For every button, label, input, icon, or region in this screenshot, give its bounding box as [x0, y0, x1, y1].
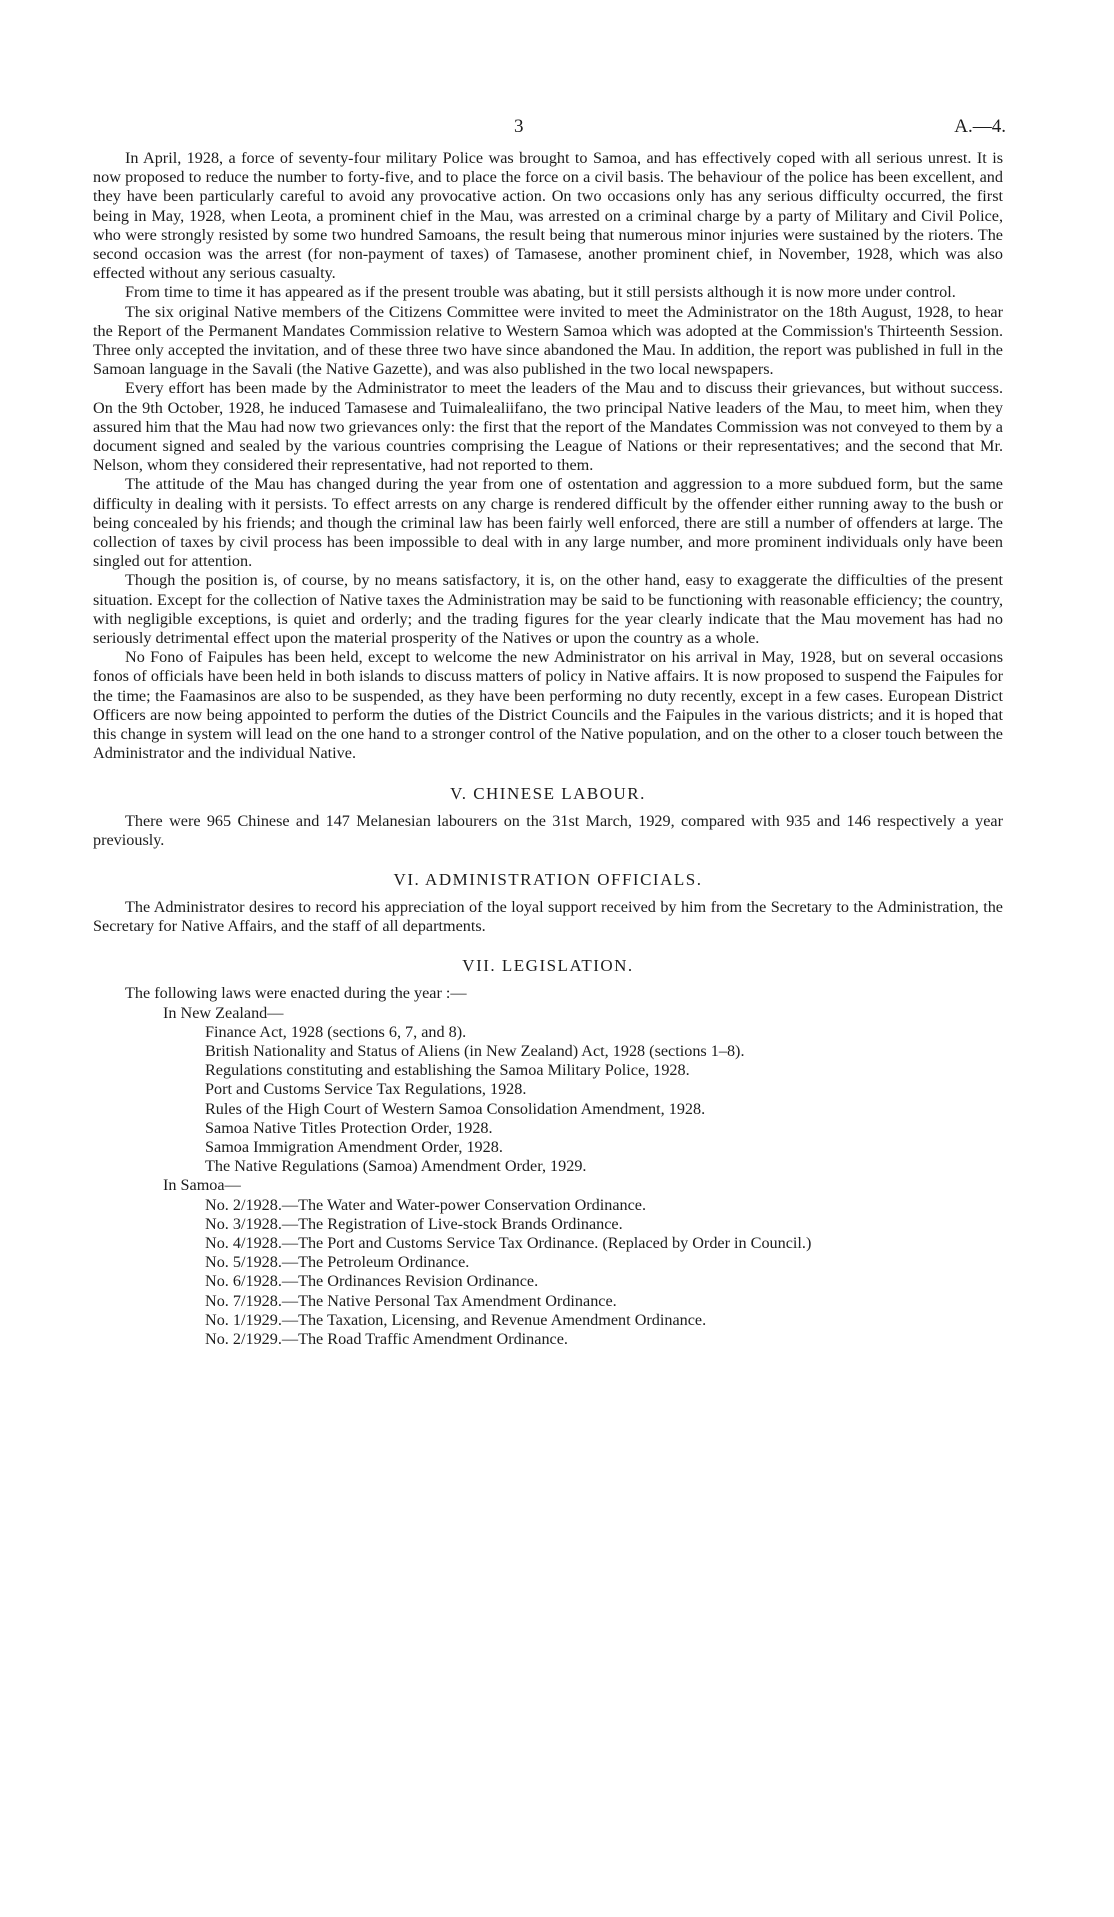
- samoa-ordinance-item: No. 2/1928.—The Water and Water-power Conservation Ordinance.: [205, 1195, 647, 1214]
- nz-law-item: Samoa Native Titles Protection Order, 1928.: [205, 1118, 493, 1137]
- paragraph-trouble-abating: From time to time it has appeared as if the present trouble was abating, but it still persists although it is now more under control.: [125, 283, 956, 302]
- samoa-ordinance-item: No. 6/1928.—The Ordinances Revision Ordinance.: [205, 1272, 539, 1291]
- paragraph-position: Though the position is, of course, by no means satisfactory, it is, on the other hand, easy to exaggerate the difficulties of the present situation. Except for the collection of Native taxes the Administration may be said to be functioning with reasonable efficiency; the country, with negligible exceptions, is quiet and orderly; and the trading figures for the year clearly indicate that the Mau movement has had no seriously detrimental effect upon the material prosperity of the Natives or upon the country as a whole.: [93, 571, 1003, 648]
- section-heading-legislation: VII. LEGISLATION.: [462, 956, 634, 976]
- paragraph-fono-faipules: No Fono of Faipules has been held, except to welcome the new Administrator on his arrival in May, 1928, but on several occasions fonos of officials have been held in both islands to discuss matters of policy in Native affairs. It is now proposed to suspend the Faipules for the time; the Faamasinos are also to be suspended, as they have been performing no duty recently, except in a few cases. European District Officers are now being appointed to perform the duties of the District Councils and the Faipules in the various districts; and it is hoped that this change in system will lead on the one hand to a stronger control of the Native population, and on the other to a closer touch between the Administrator and the individual Native.: [93, 648, 1003, 763]
- page-number: 3: [514, 116, 524, 137]
- nz-law-item: Rules of the High Court of Western Samoa Consolidation Amendment, 1928.: [205, 1099, 706, 1118]
- nz-law-item: Port and Customs Service Tax Regulations, 1928.: [205, 1080, 527, 1099]
- section-heading-chinese-labour: V. CHINESE LABOUR.: [450, 783, 646, 803]
- nz-law-item: British Nationality and Status of Aliens (in New Zealand) Act, 1928 (sections 1–8).: [205, 1041, 745, 1060]
- document-reference: A.—4.: [954, 116, 1006, 137]
- samoa-ordinance-item: No. 5/1928.—The Petroleum Ordinance.: [205, 1253, 470, 1272]
- nz-law-item: Regulations constituting and establishing the Samoa Military Police, 1928.: [205, 1061, 690, 1080]
- paragraph-military-police: In April, 1928, a force of seventy-four military Police was brought to Samoa, and has effectively coped with all serious unrest. It is now proposed to reduce the number to forty-five, and to place the force on a civil basis. The behaviour of the police has been excellent, and they have been particularly careful to avoid any provocative action. On two occasions only has any serious difficulty occurred, the first being in May, 1928, when Leota, a prominent chief in the Mau, was arrested on a criminal charge by a party of Military and Civil Police, who were strongly resisted by some two hundred Samoans, the result being that numerous minor injuries were sustained by the rioters. The second occasion was the arrest (for non-payment of taxes) of Tamasese, another prominent chief, in November, 1928, which was also effected without any serious casualty.: [93, 149, 1003, 283]
- paragraph-mau-grievances: Every effort has been made by the Administrator to meet the leaders of the Mau and to discuss their grievances, but without success. On the 9th October, 1928, he induced Tamasese and Tuimalealiifano, the two principal Native leaders of the Mau, to meet him, when they assured him that the Mau had now two grievances only: the first that the report of the Mandates Commission was not conveyed to them by a document signed and sealed by the various countries comprising the League of Nations or their representatives; and the second that Mr. Nelson, whom they considered their representative, had not reported to them.: [93, 379, 1003, 475]
- paragraph-chinese-labour: There were 965 Chinese and 147 Melanesian labourers on the 31st March, 1929, compared with 935 and 146 respectively a year previously.: [93, 811, 1003, 849]
- nz-law-item: Finance Act, 1928 (sections 6, 7, and 8).: [205, 1022, 467, 1041]
- nz-law-item: The Native Regulations (Samoa) Amendment Order, 1929.: [205, 1157, 587, 1176]
- samoa-ordinance-item: No. 3/1928.—The Registration of Live-stock Brands Ordinance.: [205, 1214, 623, 1233]
- page-header: [0, 116, 1114, 146]
- nz-laws-label: In New Zealand—: [163, 1003, 284, 1022]
- paragraph-mau-attitude: The attitude of the Mau has changed during the year from one of ostentation and aggression to a more subdued form, but the same difficulty in dealing with it persists. To effect arrests on any charge is rendered difficult by the offender either running away to the bush or being concealed by his friends; and though the criminal law has been fairly well enforced, there are still a number of offenders at large. The collection of taxes by civil process has been impossible to deal with in any large number, and more prominent individuals only have been singled out for attention.: [93, 475, 1003, 571]
- samoa-ordinance-item: No. 4/1928.—The Port and Customs Service Tax Ordinance. (Replaced by Order in Council.): [205, 1233, 812, 1252]
- paragraph-admin-officials: The Administrator desires to record his appreciation of the loyal support received by him from the Secretary to the Administration, the Secretary for Native Affairs, and the staff of all departments.: [93, 897, 1003, 936]
- section-heading-admin-officials: VI. ADMINISTRATION OFFICIALS.: [393, 869, 703, 889]
- samoa-ordinance-item: No. 2/1929.—The Road Traffic Amendment Ordinance.: [205, 1329, 568, 1348]
- legislation-intro: The following laws were enacted during the year :—: [125, 984, 467, 1003]
- nz-law-item: Samoa Immigration Amendment Order, 1928.: [205, 1137, 503, 1156]
- document-body: [93, 149, 1003, 1349]
- samoa-ordinance-item: No. 1/1929.—The Taxation, Licensing, and Revenue Amendment Ordinance.: [205, 1310, 707, 1329]
- samoa-laws-label: In Samoa—: [163, 1176, 241, 1195]
- samoa-ordinance-item: No. 7/1928.—The Native Personal Tax Amendment Ordinance.: [205, 1291, 617, 1310]
- paragraph-citizens-committee: The six original Native members of the Citizens Committee were invited to meet the Administrator on the 18th August, 1928, to hear the Report of the Permanent Mandates Commission relative to Western Samoa which was adopted at the Commission's Thirteenth Session. Three only accepted the invitation, and of these three two have since abandoned the Mau. In addition, the report was published in full in the Samoan language in the Savali (the Native Gazette), and was also published in the two local newspapers.: [93, 302, 1003, 379]
